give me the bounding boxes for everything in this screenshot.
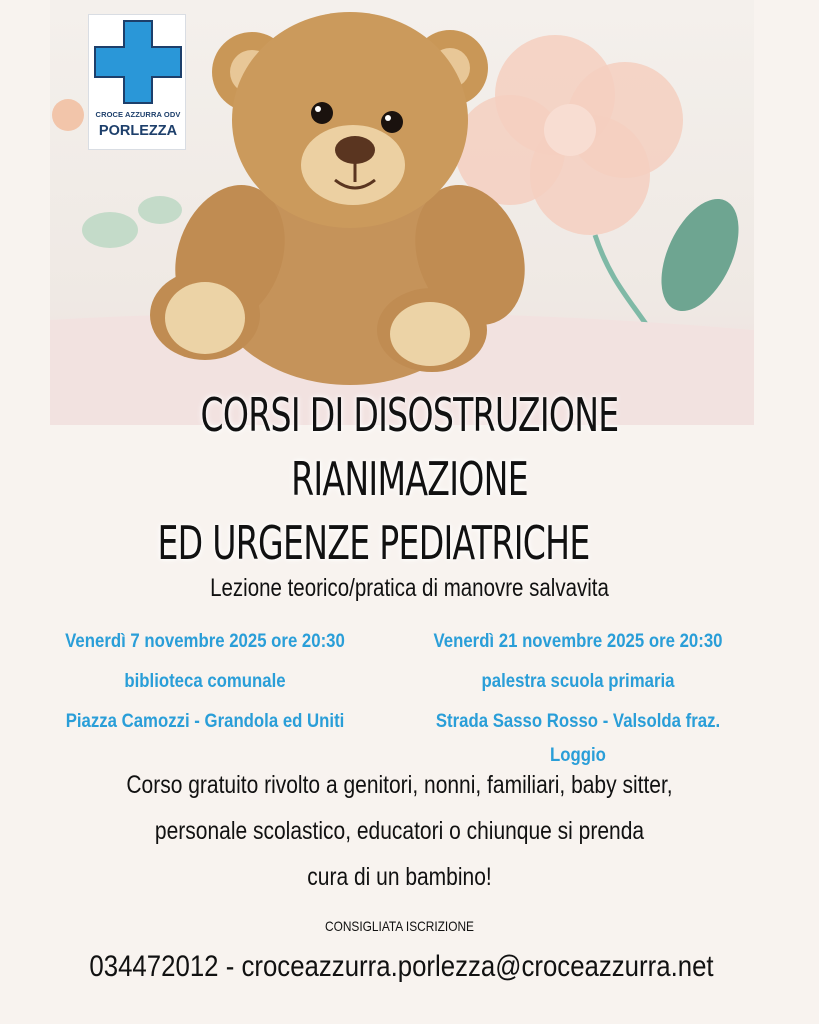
description-line-1: Corso gratuito rivolto a genitori, nonni, familiari, baby sitter, <box>126 771 673 799</box>
event-1 <box>5 624 405 744</box>
event-date: Venerdì 21 novembre 2025 ore 20:30 <box>433 630 723 652</box>
event-venue: biblioteca comunale <box>124 670 286 692</box>
event-date: Venerdì 7 novembre 2025 ore 20:30 <box>65 630 345 652</box>
event-address: Strada Sasso Rosso - Valsolda fraz. Loggio <box>435 710 721 766</box>
contact-info: 034472012 - croceazzurra.porlezza@croceazzurra.net <box>89 950 714 983</box>
description-line-2: personale scolastico, educatori o chiunque si prenda <box>154 817 645 845</box>
subtitle: Lezione teorico/pratica di manovre salvavita <box>210 574 609 602</box>
description-line-3: cura di un bambino! <box>307 863 492 891</box>
teddy-bear <box>150 12 543 385</box>
registration-note: CONSIGLIATA ISCRIZIONE <box>324 918 474 934</box>
logo-org-name: CROCE AZZURRA ODV <box>95 110 181 119</box>
event-address: Piazza Camozzi - Grandola ed Uniti <box>65 710 345 732</box>
title-line-2: RIANIMAZIONE <box>291 452 528 506</box>
croce-azzurra-logo <box>88 14 186 150</box>
event-venue: palestra scuola primaria <box>481 670 675 692</box>
title-line-3: ED URGENZE PEDIATRICHE <box>157 516 590 570</box>
logo-place: PORLEZZA <box>98 123 178 139</box>
blue-cross-icon <box>93 19 183 105</box>
event-2 <box>378 624 778 766</box>
title-line-1: CORSI DI DISOSTRUZIONE <box>200 388 619 442</box>
course-description <box>0 762 799 900</box>
